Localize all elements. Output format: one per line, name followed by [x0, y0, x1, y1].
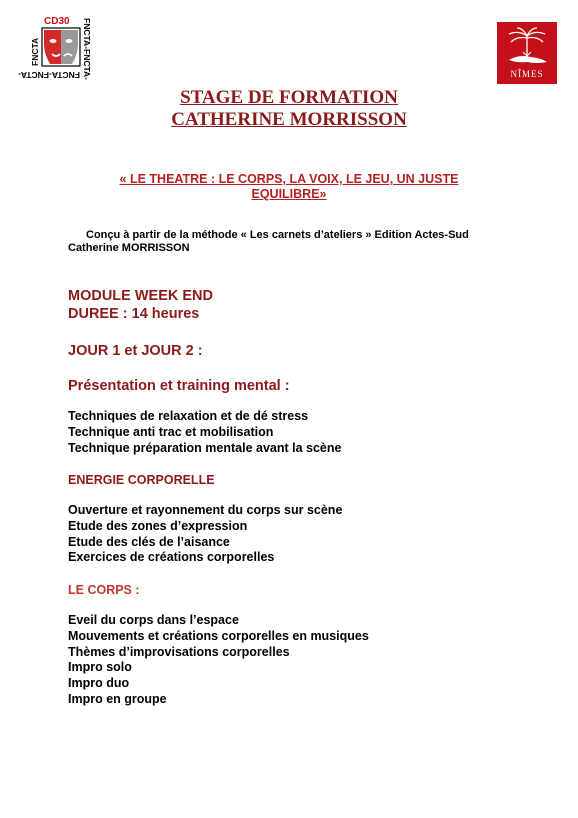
list-item: Technique préparation mentale avant la scène [68, 440, 342, 455]
list-item: Etude des clés de l’aisance [68, 534, 230, 549]
list-item: Impro en groupe [68, 691, 167, 706]
subtitle-line1: « LE THEATRE : LE CORPS, LA VOIX, LE JEU, UN JUSTE [119, 172, 459, 186]
presentation-list [68, 409, 341, 456]
logo-bottom-text: FNCTA-FNCTA- [18, 70, 80, 80]
duration-heading: DUREE : 14 heures [68, 306, 200, 322]
logo-vertical-right-text: FNCTA-FNCTA- [82, 18, 92, 80]
list-item: Mouvements et créations corporelles en musiques [68, 628, 369, 643]
list-item: Exercices de créations corporelles [68, 550, 275, 565]
corps-list [68, 613, 369, 708]
list-item: Techniques de relaxation et de dé stress [68, 409, 309, 423]
nimes-logo [497, 22, 557, 84]
logo-vertical-left-text: FNCTA [30, 37, 40, 66]
list-item: Impro solo [68, 660, 132, 675]
days-heading: JOUR 1 et JOUR 2 : [68, 343, 203, 359]
conception-line2: Catherine MORRISSON [68, 242, 190, 254]
list-item: Impro duo [68, 676, 130, 691]
module-heading: MODULE WEEK END [68, 288, 213, 304]
fncta-cd30-logo [18, 14, 96, 86]
energie-list [68, 503, 342, 566]
logo-code-text: CD30 [44, 16, 70, 27]
list-item: Ouverture et rayonnement du corps sur scène [68, 503, 343, 517]
list-item: Eveil du corps dans l’espace [68, 613, 239, 627]
corps-heading: LE CORPS : [68, 583, 140, 597]
list-item: Technique anti trac et mobilisation [68, 424, 274, 439]
conception-line1: Conçu à partir de la méthode « Les carnets d’ateliers » Edition Actes-Sud [86, 229, 469, 241]
page-title-line2: CATHERINE MORRISSON [171, 109, 407, 130]
subtitle-line2: EQUILIBRE» [251, 187, 327, 201]
presentation-heading: Présentation et training mental : [68, 378, 290, 394]
logo-city-text: NÎMES [510, 69, 544, 79]
page-title-line1: STAGE DE FORMATION [180, 87, 398, 108]
conception-note [68, 229, 538, 255]
list-item: Etude des zones d’expression [68, 518, 248, 533]
list-item: Thèmes d’improvisations corporelles [68, 644, 290, 659]
energie-heading: ENERGIE CORPORELLE [68, 473, 215, 487]
